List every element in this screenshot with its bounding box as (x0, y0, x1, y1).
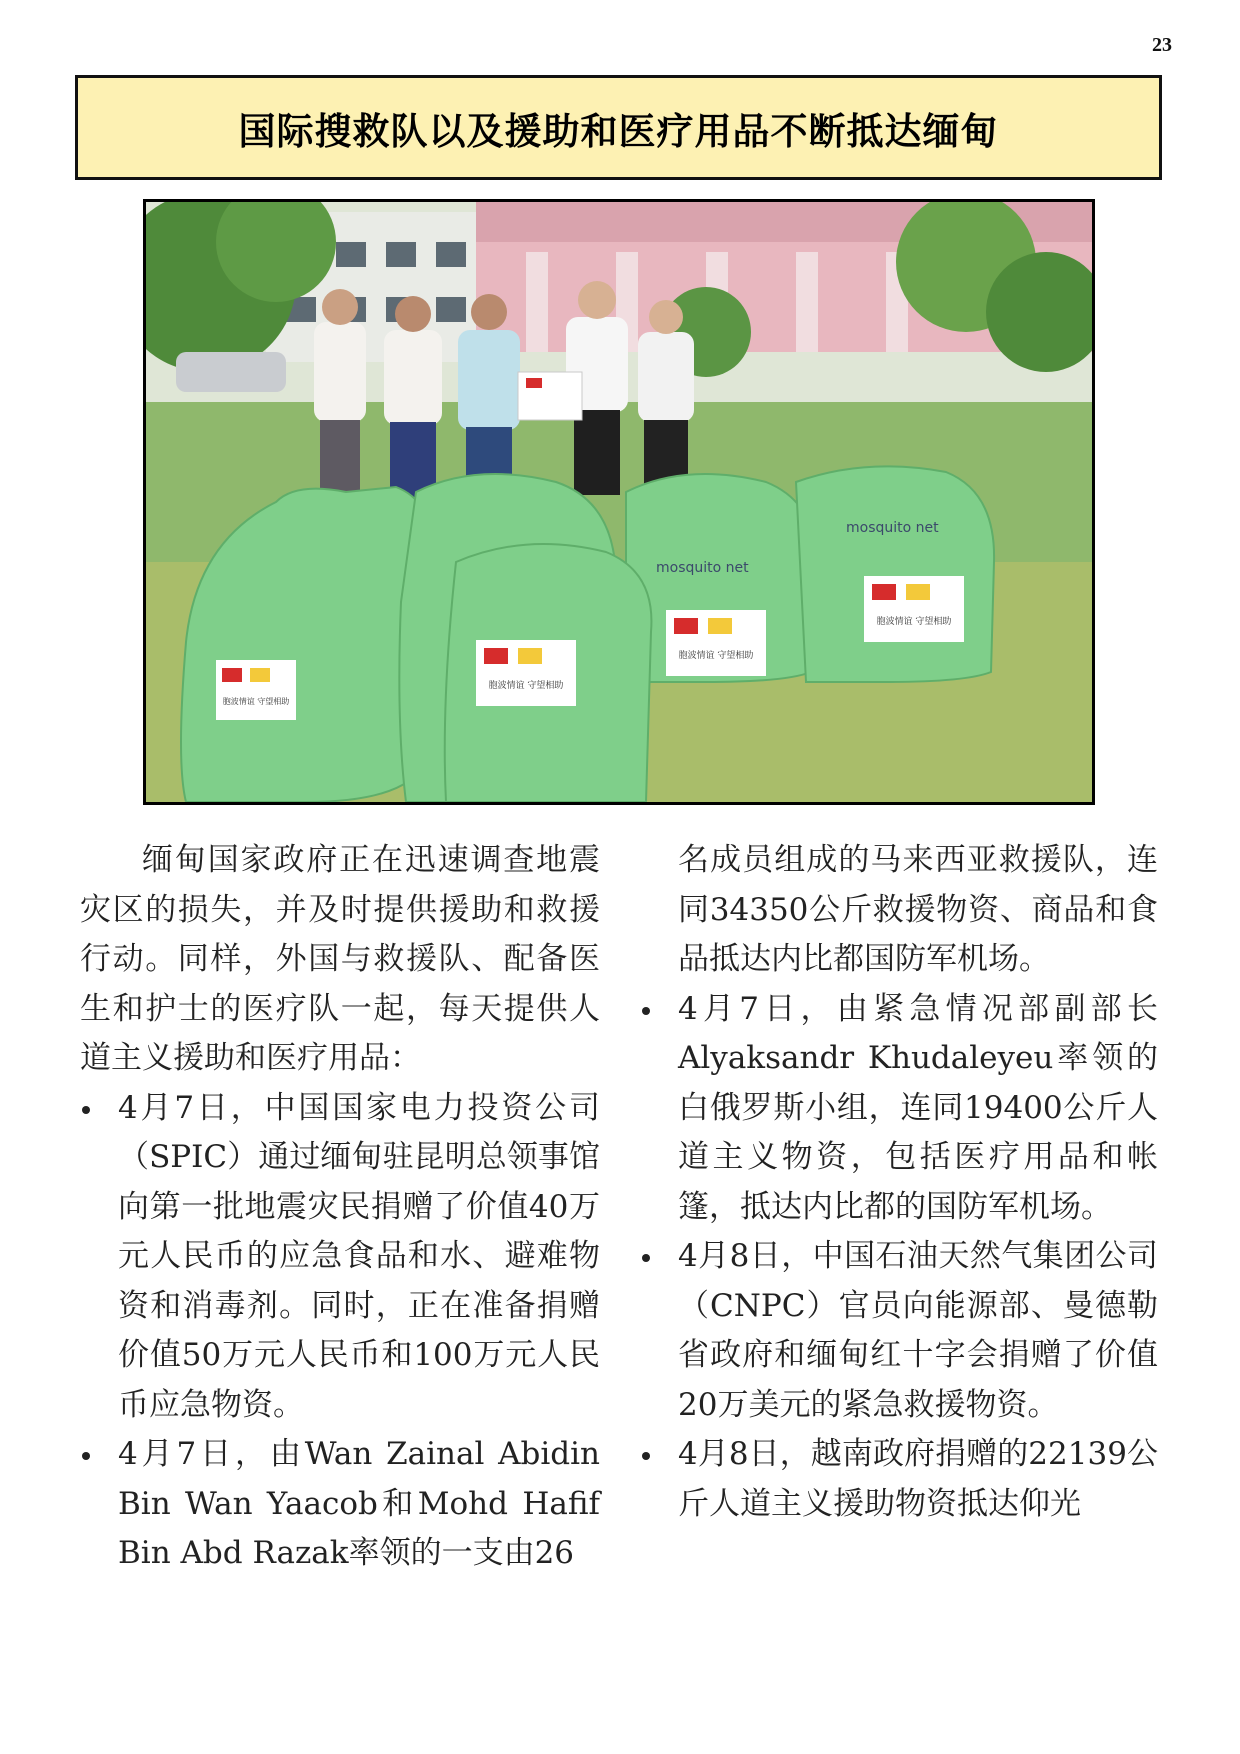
intro-paragraph: 缅甸国家政府正在迅速调查地震灾区的损失，并及时提供援助和救援行动。同样，外国与救援队、配备医生和护士的医疗队一起，每天提供人道主义援助和医疗用品： (80, 842, 600, 1076)
list-item (80, 1430, 600, 1579)
list-item-text: 4月7日，中国国家电力投资公司（SPIC）通过缅甸驻昆明总领事馆向第一批地震灾民捐赠了价值40万元人民币的应急食品和水、避难物资和消毒剂。同时，正在准备捐赠价值50万元人民币和100万元人民币应急物资。 (118, 1089, 600, 1423)
bullet-icon (82, 1106, 90, 1114)
bag-label-3-text: 胞波情谊 守望相助 (678, 651, 754, 661)
list-item-text: 4月7日，由紧急情况部副部长Alyaksandr Khudaleyeu率领的白俄罗斯小组，连同19400公斤人道主义物资，包括医疗用品和帐篷，抵达内比都的国防军机场。 (678, 990, 1158, 1225)
bullet-icon (642, 1452, 650, 1460)
left-column (80, 836, 600, 1579)
right-column (640, 836, 1158, 1529)
bag-label-2 (476, 640, 576, 706)
bag-label-3 (666, 610, 766, 676)
continued-text: 名成员组成的马来西亚救援队，连同34350公斤救援物资、商品和食品抵达内比都国防军机场。 (678, 842, 1158, 977)
list-item-text: 4月8日，中国石油天然气集团公司（CNPC）官员向能源部、曼德勒省政府和缅甸红十字会捐赠了价值20万美元的紧急救援物资。 (678, 1238, 1158, 1423)
bag-label-2-text: 胞波情谊 守望相助 (488, 681, 564, 691)
list-item (640, 1232, 1158, 1430)
bag-label-1-text: 胞波情谊 守望相助 (222, 697, 290, 706)
list-item (80, 1084, 600, 1431)
bullet-icon (642, 1007, 650, 1015)
left-bullet-list (80, 1084, 600, 1579)
page-number: 23 (1152, 34, 1172, 56)
bag-label-4-text: 胞波情谊 守望相助 (876, 617, 952, 627)
bag-handwriting-1: mosquito net (656, 560, 749, 576)
bag-label-1 (216, 660, 296, 720)
right-bullet-list (640, 985, 1158, 1530)
bag-label-4 (864, 576, 964, 642)
donation-photo-illustration (146, 202, 1092, 802)
bag-handwriting-2: mosquito net (846, 520, 939, 536)
title-banner (75, 75, 1162, 180)
list-item (640, 1430, 1158, 1529)
bullet-icon (642, 1254, 650, 1262)
list-item-text: 4月8日，越南政府捐赠的22139公斤人道主义援助物资抵达仰光 (678, 1436, 1158, 1522)
bullet-icon (82, 1452, 90, 1460)
news-photo (143, 199, 1095, 805)
list-item (640, 985, 1158, 1233)
article-title: 国际搜救队以及援助和医疗用品不断抵达缅甸 (238, 109, 999, 153)
list-item-text: 4月7日，由Wan Zainal Abidin Bin Wan Yaacob和Mohd Hafif Bin Abd Razak率领的一支由26 (118, 1436, 600, 1571)
